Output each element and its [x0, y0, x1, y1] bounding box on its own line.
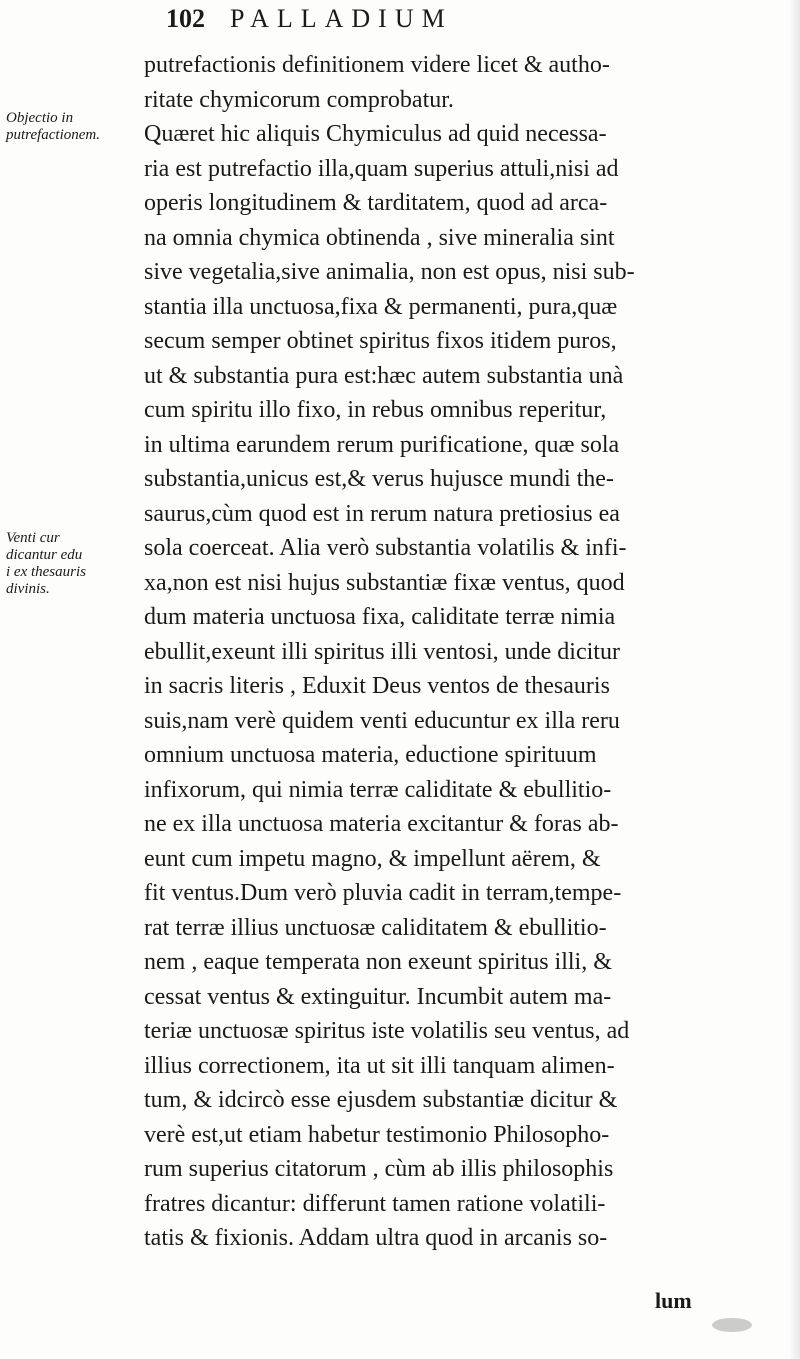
- text-line: cum spiritu illo fixo, in rebus omnibus reperitur,: [144, 397, 607, 423]
- text-line: sola coerceat. Alia verò substantia volatilis & infi-: [144, 535, 627, 561]
- text-line: substantia,unicus est,& verus hujusce mundi the-: [144, 466, 614, 492]
- running-head: PALLADIUM: [230, 4, 453, 33]
- text-line: nem , eaque temperata non exeunt spiritus illi, &: [144, 949, 612, 975]
- text-line: teriæ unctuosæ spiritus iste volatilis seu ventus, ad: [144, 1018, 630, 1044]
- ink-smudge: [712, 1318, 752, 1332]
- text-line: secum semper obtinet spiritus fixos itidem puros,: [144, 328, 617, 354]
- margin-note-objection: Objectio in putrefactionem.: [6, 110, 101, 143]
- text-line: Quæret hic aliquis Chymiculus ad quid necessa-: [144, 121, 607, 147]
- text-line: ritate chymicorum comprobatur.: [144, 86, 454, 113]
- text-line: na omnia chymica obtinenda , sive mineralia sint: [144, 224, 615, 251]
- text-line: verè est,ut etiam habetur testimonio Philosopho-: [144, 1121, 610, 1148]
- text-line: ria est putrefactio illa,quam superius attuli,nisi ad: [144, 155, 619, 182]
- text-line: rum superius citatorum , cùm ab illis philosophis: [144, 1156, 614, 1182]
- text-line: xa,non est nisi hujus substantiæ fixæ ventus, quod: [144, 569, 625, 596]
- text-line: omnium unctuosa materia, eductione spirituum: [144, 742, 597, 768]
- text-line: saurus,cùm quod est in rerum natura pretiosius ea: [144, 500, 620, 527]
- margin-note-winds: Venti cur dicantur edu i ex thesauris divinis.: [6, 530, 86, 597]
- text-line: rat terræ illius unctuosæ caliditatem & ebullitio-: [144, 914, 607, 941]
- catchword: lum: [655, 1288, 692, 1313]
- text-line: tum, & idcircò esse ejusdem substantiæ dicitur &: [144, 1087, 618, 1113]
- text-line: tatis & fixionis. Addam ultra quod in arcanis so-: [144, 1225, 608, 1251]
- text-line: cessat ventus & extinguitur. Incumbit autem ma-: [144, 983, 612, 1010]
- text-line: illius correctionem, ita ut sit illi tanquam alimen-: [144, 1052, 615, 1079]
- text-line: in sacris literis , Eduxit Deus ventos de thesauris: [144, 673, 610, 699]
- text-line: in ultima earundem rerum purificatione, quæ sola: [144, 431, 620, 458]
- text-line: suis,nam verè quidem venti educuntur ex illa reru: [144, 707, 620, 734]
- text-line: infixorum, qui nimia terræ caliditate & ebullitio-: [144, 776, 612, 803]
- text-line: sive vegetalia,sive animalia, non est opus, nisi sub-: [144, 259, 635, 285]
- text-line: putrefactionis definitionem videre licet & autho-: [144, 52, 610, 78]
- text-line: fratres dicantur: differunt tamen ratione volatili-: [144, 1190, 606, 1217]
- text-line: stantia illa unctuosa,fixa & permanenti, pura,quæ: [144, 293, 618, 320]
- text-line: ut & substantia pura est:hæc autem substantia unà: [144, 362, 624, 389]
- text-line: operis longitudinem & tarditatem, quod ad arca-: [144, 190, 608, 216]
- text-line: dum materia unctuosa fixa, caliditate terræ nimia: [144, 604, 616, 630]
- page-number: 102: [166, 4, 205, 33]
- page-header: [166, 4, 726, 40]
- body-text: [144, 48, 732, 1256]
- text-line: ne ex illa unctuosa materia excitantur & foras ab-: [144, 811, 619, 837]
- page-edge-shadow: [790, 0, 800, 1359]
- text-line: eunt cum impetu magno, & impellunt aërem, &: [144, 845, 601, 872]
- text-line: ebullit,exeunt illi spiritus illi ventosi, unde dicitur: [144, 638, 620, 665]
- text-line: fit ventus.Dum verò pluvia cadit in terram,tempe-: [144, 880, 622, 906]
